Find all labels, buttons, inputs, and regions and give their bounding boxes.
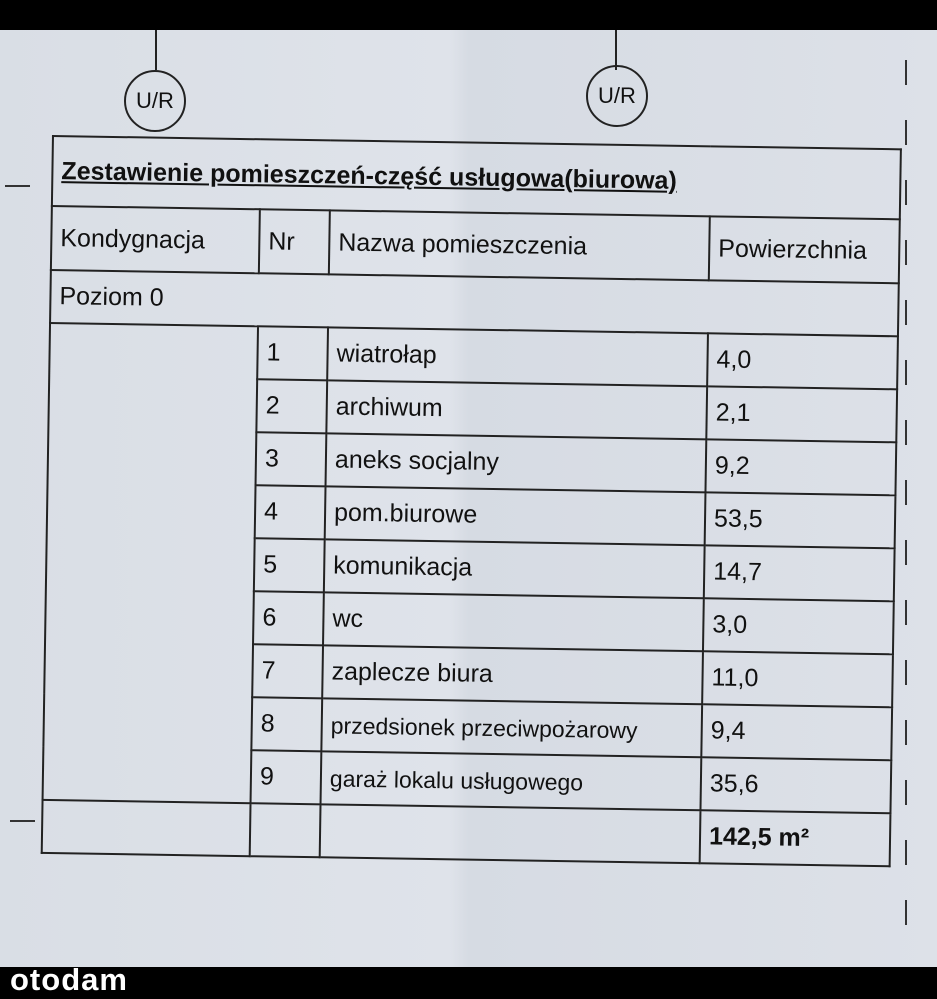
total-area: 142,5 m² (700, 810, 891, 866)
room-number: 5 (254, 538, 325, 592)
room-area: 9,2 (705, 439, 896, 495)
room-name: komunikacja (324, 539, 705, 598)
room-name: pom.biurowe (325, 486, 706, 545)
room-number: 4 (255, 485, 326, 539)
room-area: 11,0 (702, 651, 893, 707)
header-nazwa: Nazwa pomieszczenia (329, 210, 710, 280)
room-area: 53,5 (705, 492, 896, 548)
room-name: garaż lokalu usługowego (321, 751, 702, 810)
room-area: 3,0 (703, 598, 894, 654)
room-name: aneks socjalny (326, 433, 707, 492)
otodam-logo: otodam (10, 962, 128, 997)
room-area: 14,7 (704, 545, 895, 601)
room-number: 6 (253, 591, 324, 645)
room-name: przedsionek przeciwpożarowy (321, 698, 702, 757)
level-label: Poziom 0 (50, 270, 899, 336)
empty-cell (42, 800, 251, 856)
symbol-ur-right: U/R (586, 65, 648, 127)
dash (5, 185, 30, 187)
room-area: 9,4 (701, 704, 892, 760)
room-area: 35,6 (700, 757, 891, 813)
room-name: wc (323, 592, 704, 651)
symbol-ur-left: U/R (124, 70, 186, 132)
dash (10, 820, 35, 822)
line (155, 30, 157, 70)
room-name: wiatrołap (327, 327, 708, 386)
header-nr: Nr (259, 209, 330, 274)
empty-cell (250, 803, 321, 857)
room-number: 8 (251, 697, 322, 751)
room-area: 4,0 (707, 333, 898, 389)
header-kondygnacja: Kondygnacja (51, 206, 260, 273)
line (615, 30, 617, 70)
table-title: Zestawienie pomieszczeń-część usługowa(biurowa) (52, 136, 901, 219)
room-name: zaplecze biura (322, 645, 703, 704)
kondygnacja-cell (43, 323, 258, 803)
header-powierzchnia: Powierzchnia (709, 216, 900, 283)
room-number: 2 (256, 379, 327, 433)
rooms-table (41, 135, 902, 867)
empty-cell (320, 804, 701, 863)
room-area: 2,1 (706, 386, 897, 442)
dashed-line (905, 60, 907, 960)
room-number: 1 (257, 326, 328, 380)
room-name: archiwum (326, 380, 707, 439)
room-number: 7 (252, 644, 323, 698)
room-number: 9 (251, 750, 322, 804)
room-number: 3 (256, 432, 327, 486)
